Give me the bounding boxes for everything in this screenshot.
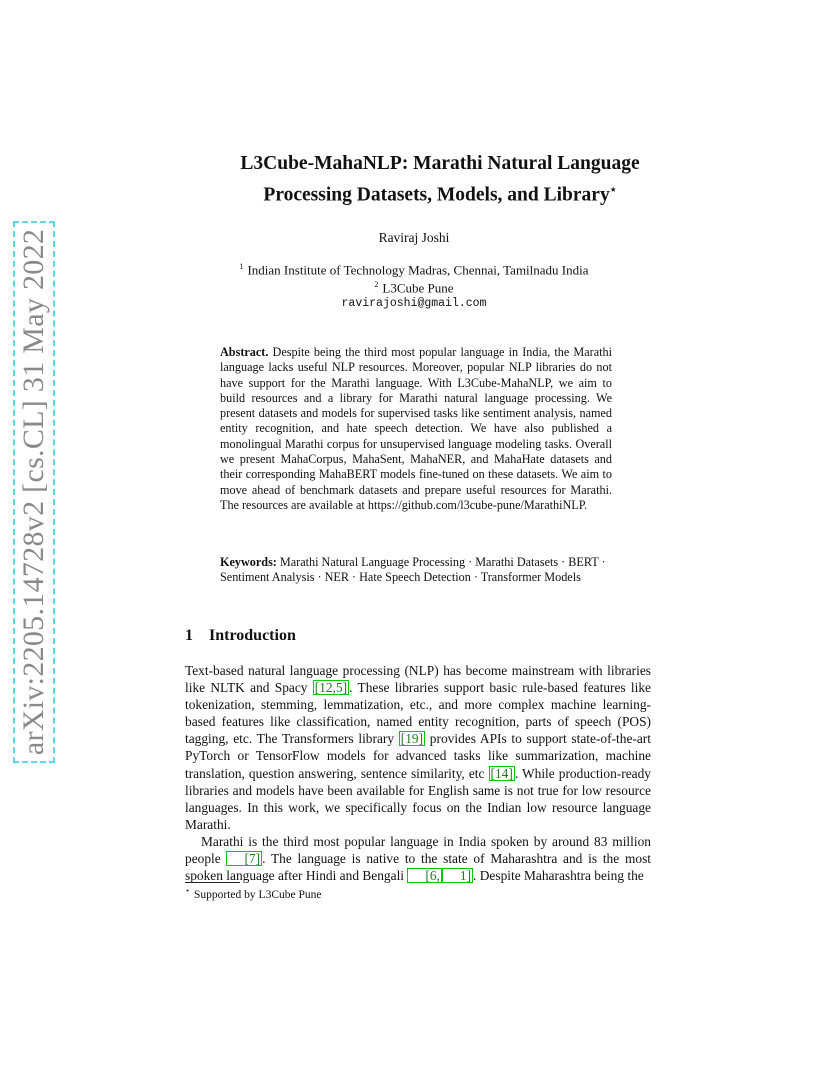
footnote	[185, 886, 321, 901]
footnote-text: Supported by L3Cube Pune	[194, 888, 322, 901]
paragraph-1-text-d: . While production-ready libraries and models have been available for English same is not true for low resource languages. In this work, we specifically focus on the Indian low resource language Marathi.	[185, 765, 651, 832]
affiliation-1-text: Indian Institute of Technology Madras, Chennai, Tamilnadu India	[247, 262, 589, 278]
affiliation-1-number: 1	[239, 262, 244, 271]
author-email: ravirajoshi@gmail.com	[341, 296, 487, 310]
keywords	[220, 555, 612, 586]
author-name: Raviraj Joshi	[378, 230, 450, 245]
citation-link[interactable]: [7]	[226, 851, 262, 866]
citation-link[interactable]: 1]	[442, 868, 473, 883]
section-title: Introduction	[209, 627, 296, 644]
paragraph-1-text-c: provides APIs to support state-of-the-art PyTorch or TensorFlow models for advanced tasks like summarization, machine translation, question answering, sentence similarity, etc	[185, 731, 651, 781]
footnote-divider	[185, 882, 240, 883]
title-line-2-text: Processing Datasets, Models, and Library	[263, 184, 610, 206]
paragraph-1-text-a: Text-based natural language processing (NLP) has become mainstream with libraries like NLTK and Spacy	[185, 663, 651, 696]
citation-link[interactable]: [19]	[400, 731, 424, 747]
paragraph-2-text-c: . Despite Maharashtra being the	[473, 868, 644, 884]
arxiv-identifier-text: arXiv:2205.14728v2 [cs.CL] 31 May 2022	[13, 221, 55, 763]
abstract	[220, 345, 612, 513]
section-heading	[185, 627, 296, 645]
affiliation-2	[0, 277, 828, 295]
abstract-label: Abstract.	[220, 345, 269, 359]
keywords-text: Marathi Natural Language Processing · Marathi Datasets · BERT · Sentiment Analysis · NER · Hate Speech Detection · Transformer Models	[220, 555, 606, 585]
paragraph-2	[185, 833, 651, 884]
affiliation-2-text: L3Cube Pune	[382, 280, 454, 296]
keywords-label: Keywords:	[220, 555, 277, 569]
affiliation-2-number: 2	[374, 280, 379, 290]
section-number: 1	[185, 627, 193, 644]
affiliation-1	[0, 259, 828, 277]
title-footnote-mark: ⋆	[609, 184, 617, 196]
paper-title	[140, 151, 740, 209]
paragraph-2-text-b: . The language is native to the state of Maharashtra and is the most spoken language after Hindi and Bengali	[185, 851, 652, 884]
footnote-mark: ⋆	[185, 886, 191, 895]
abstract-text: Despite being the third most popular language in India, the Marathi language lacks useful NLP resources. Moreover, popular NLP libraries do not have support for the Marathi language. With L3Cube-MahaNLP, we aim to build resources and a library for Marathi natural language processing. We present datasets and models for supervised tasks like sentiment analysis, named entity recognition, and hate speech detection. We have also published a monolingual Marathi corpus for unsupervised language modeling tasks. Overall we present MahaCorpus, MahaSent, MahaNER, and MahaHate datasets and their corresponding MahaBERT models fine-tuned on these datasets. We aim to move ahead of benchmark datasets and prepare useful resources for Marathi. The resources are available at https://github.com/l3cube-pune/MarathiNLP.	[220, 345, 613, 512]
affiliations	[0, 259, 828, 311]
introduction-body	[185, 662, 651, 884]
citation-link[interactable]: [12,5]	[314, 680, 348, 696]
title-line-1: L3Cube-MahaNLP: Marathi Natural Language	[240, 153, 640, 174]
title-line-2	[140, 177, 740, 209]
paragraph-1	[185, 662, 651, 833]
citation-link[interactable]: [14]	[490, 765, 513, 781]
citation-link[interactable]: [6,	[407, 868, 442, 883]
paragraph-2-text-a: Marathi is the third most popular language in India spoken by around 83 million people	[185, 833, 651, 867]
arxiv-identifier	[14, 228, 54, 756]
paragraph-1-text-b: . These libraries support basic rule-based features like tokenization, stemming, lemmatization, etc., and more complex machine learning-based features like classification, named entity recognition, parts of speech (POS) tagging, etc. The Transformers library	[185, 680, 651, 747]
